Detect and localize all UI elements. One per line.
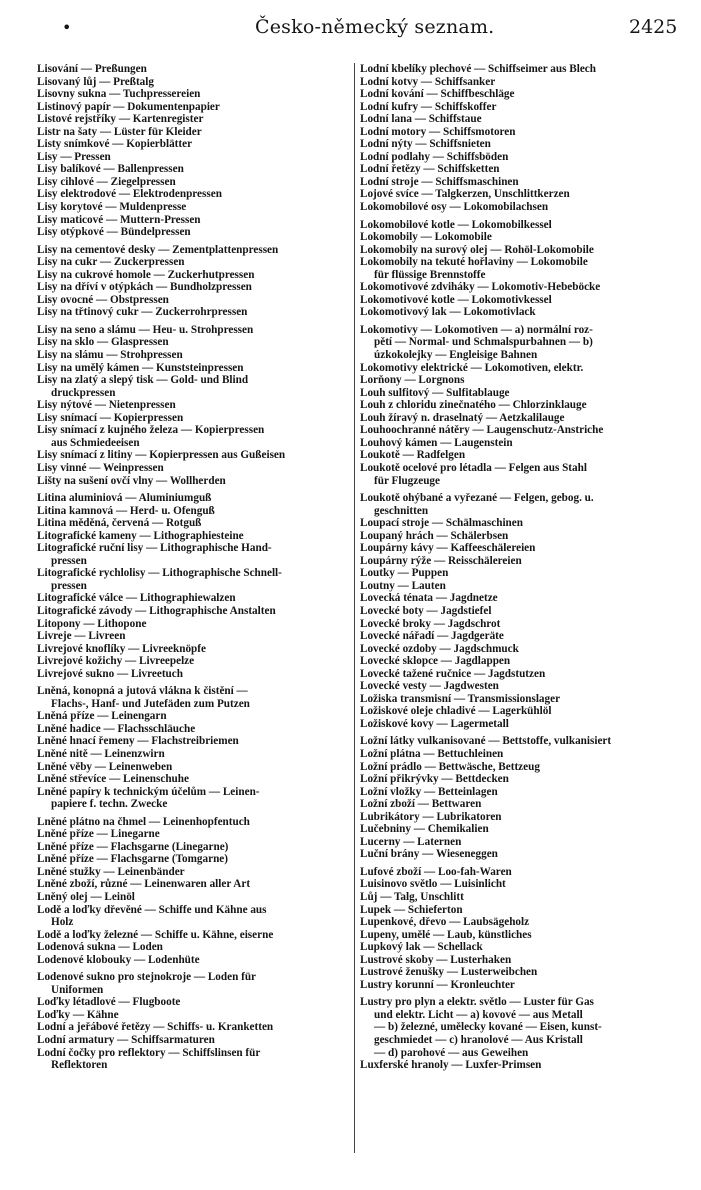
dictionary-entry: Lokomobily — Lokomobile xyxy=(360,231,492,244)
dictionary-entry: Lisy na cukr — Zuckerpressen xyxy=(37,256,185,269)
dictionary-entry: Lněné příze — Flachsgarne (Linegarne) xyxy=(37,840,229,853)
dictionary-entry: Lněná, konopná a jutová vlákna k čistění — xyxy=(37,685,248,698)
dictionary-entry: Lovecké tažené ručnice — Jagdstutzen xyxy=(360,667,546,680)
header-bullet: • xyxy=(62,18,72,37)
dictionary-entry: Lodenové klobouky — Lodenhüte xyxy=(37,953,200,966)
dictionary-entry: Lisy na sklo — Glaspressen xyxy=(37,336,169,349)
dictionary-entry: Lisování — Preßungen xyxy=(37,63,147,75)
dictionary-entry: Lisy korytové — Muldenpresse xyxy=(37,201,187,214)
dictionary-entry: Litina aluminiová — Aluminiumguß xyxy=(37,492,212,505)
dictionary-entry: Listové rejstříky — Kartenregister xyxy=(37,113,204,126)
dictionary-entry: Lněné hadice — Flachsschläuche xyxy=(37,722,196,735)
dictionary-entry: Litografické válce — Lithographiewalzen xyxy=(37,592,236,605)
dictionary-entry: Lokomotivy elektrické — Lokomotiven, elektr. xyxy=(360,361,584,374)
dictionary-entry: Ložní prádlo — Bettwäsche, Bettzeug xyxy=(360,760,540,773)
dictionary-entry: Lodní kufry — Schiffskoffer xyxy=(360,100,497,113)
dictionary-entry: Lodě a loďky železné — Schiffe u. Kähne, eiserne xyxy=(37,928,274,941)
dictionary-entry: Ložní přikrývky — Bettdecken xyxy=(360,773,509,786)
dictionary-entry: Lněná příze — Leinengarn xyxy=(37,710,167,723)
dictionary-entry: Ložiskové kovy — Lagermetall xyxy=(360,717,509,730)
dictionary-entry: Lufové zboží — Loo-fah-Waren xyxy=(360,865,512,878)
entry-continuation: Flachs-, Hanf- und Jutefäden zum Putzen xyxy=(51,697,250,710)
dictionary-entry: Lucerny — Laternen xyxy=(360,835,462,848)
dictionary-entry: Litina kamnová — Herd- u. Ofenguß xyxy=(37,504,215,517)
dictionary-entry: Lněné střevíce — Leinenschuhe xyxy=(37,773,189,786)
dictionary-entry: Lněné stužky — Leinenbänder xyxy=(37,865,185,878)
dictionary-entry: Lisy snímací z litiny — Kopierpressen aus Gußeisen xyxy=(37,449,286,462)
dictionary-entry: Lokomobily na tekuté hořlaviny — Lokomobile xyxy=(360,256,588,269)
dictionary-entry: Lisy na dříví v otýpkách — Bundholzpressen xyxy=(37,281,252,294)
dictionary-entry: Lovecké nářadí — Jagdgeräte xyxy=(360,630,504,643)
dictionary-entry: Lovecké boty — Jagdstiefel xyxy=(360,604,492,617)
dictionary-entry: Lupkový lak — Schellack xyxy=(360,941,483,954)
right-column xyxy=(360,63,670,1072)
dictionary-entry: Lisy na slámu — Strohpressen xyxy=(37,349,183,362)
dictionary-entry: Louhový kámen — Laugenstein xyxy=(360,436,513,449)
entry-continuation: Uniformen xyxy=(51,983,104,996)
dictionary-entry: Litografické rychlolisy — Lithographische Schnell- xyxy=(37,567,282,580)
dictionary-entry: Lorňony — Lorgnons xyxy=(360,374,465,387)
dictionary-entry: Lisy na cukrové homole — Zuckerhutpressen xyxy=(37,268,255,281)
dictionary-entry: Lubrikátory — Lubrikatoren xyxy=(360,810,502,823)
dictionary-entry: Livrejové kožichy — Livreepelze xyxy=(37,655,195,668)
dictionary-entry: Lisy nýtové — Nietenpressen xyxy=(37,399,176,412)
dictionary-entry: Lněné věby — Leinenweben xyxy=(37,760,173,773)
entry-continuation: Holz xyxy=(51,916,74,929)
dictionary-entry: Loupaný hrách — Schälerbsen xyxy=(360,529,509,542)
entry-continuation: pressen xyxy=(51,579,87,592)
dictionary-entry: Lovecké ozdoby — Jagdschmuck xyxy=(360,642,519,655)
dictionary-entry: Lokomobilové kotle — Lokomobilkessel xyxy=(360,218,552,231)
dictionary-entry: Lisy na umělý kámen — Kunststeinpressen xyxy=(37,361,244,374)
dictionary-entry: Loukotě ohýbané a vyřezané — Felgen, gebog. u. xyxy=(360,492,594,505)
dictionary-entry: Lustry korunní — Kronleuchter xyxy=(360,978,515,991)
dictionary-entry: Lokomotivy — Lokomotiven — a) normální roz- xyxy=(360,323,593,336)
dictionary-entry: Lodní čočky pro reflektory — Schiffslinsen für xyxy=(37,1046,261,1059)
dictionary-entry: Louhoochranné nátěry — Laugenschutz-Anstriche xyxy=(360,424,604,437)
dictionary-entry: Lokomotivové zdviháky — Lokomotiv-Hebeböcke xyxy=(360,281,601,294)
entry-continuation: pressen xyxy=(51,554,87,567)
dictionary-entry: Lokomotivový lak — Lokomotivlack xyxy=(360,306,536,319)
dictionary-entry: Louh žíravý n. draselnatý — Aetzkalilauge xyxy=(360,411,565,424)
dictionary-entry: Lněné papíry k technickým účelům — Leinen- xyxy=(37,785,260,798)
dictionary-entry: Lněné plátno na čhmel — Leinenhopfentuch xyxy=(37,815,250,828)
dictionary-entry: Livrejové sukno — Livreetuch xyxy=(37,667,183,680)
dictionary-entry: Lustrové ženušky — Lusterweibchen xyxy=(360,966,538,979)
dictionary-entry: Livreje — Livreen xyxy=(37,630,126,643)
dictionary-entry: Luxferské hranoly — Luxfer-Primsen xyxy=(360,1059,542,1072)
dictionary-entry: Lůj — Talg, Unschlitt xyxy=(360,891,464,903)
dictionary-entry: Lupek — Schieferton xyxy=(360,903,463,916)
dictionary-entry: Lisy maticové — Muttern-Pressen xyxy=(37,213,201,226)
page-title: Česko-německý seznam. xyxy=(255,16,495,38)
entry-continuation: — d) parohové — aus Geweihen xyxy=(374,1046,529,1059)
dictionary-entry: Listinový papír — Dokumentenpapier xyxy=(37,100,220,113)
dictionary-entry: Lisy vinné — Weinpressen xyxy=(37,461,164,474)
dictionary-entry: Lodě a loďky dřevěné — Schiffe und Kähne aus xyxy=(37,903,267,916)
dictionary-entry: Luční brány — Wieseneggen xyxy=(360,848,498,861)
dictionary-entry: Lodní motory — Schiffsmotoren xyxy=(360,125,516,138)
entry-continuation: papiere f. techn. Zwecke xyxy=(51,798,168,811)
dictionary-entry: Lupeny, umělé — Laub, künstliches xyxy=(360,928,532,941)
dictionary-entry: Lojové svíce — Talgkerzen, Unschlittkerzen xyxy=(360,188,570,201)
dictionary-entry: Lokomobilové osy — Lokomobilachsen xyxy=(360,201,549,214)
dictionary-entry: Louh sulfitový — Sulfitablauge xyxy=(360,386,510,399)
page-header xyxy=(0,16,701,42)
dictionary-entry: Lisy snímací — Kopierpressen xyxy=(37,411,184,424)
dictionary-entry: Lovecké vesty — Jagdwesten xyxy=(360,680,499,693)
entry-continuation: druckpressen xyxy=(51,386,116,399)
entry-continuation: pětí — Normal- und Schmalspurbahnen — b) xyxy=(374,336,593,349)
dictionary-entry: Lodní a jeřábové řetězy — Schiffs- u. Kranketten xyxy=(37,1021,274,1034)
dictionary-entry: Loupárny rýže — Reisschälereien xyxy=(360,554,522,567)
entry-continuation: geschmiedet — c) hranolové — Aus Kristall xyxy=(374,1034,583,1047)
dictionary-entry: Lodní řetězy — Schiffsketten xyxy=(360,163,500,176)
dictionary-entry: Lodní nýty — Schiffsnieten xyxy=(360,138,491,151)
entry-continuation: für Flugzeuge xyxy=(374,474,440,487)
dictionary-entry: Ložní vložky — Betteinlagen xyxy=(360,785,498,798)
dictionary-entry: Lisy elektrodové — Elektrodenpressen xyxy=(37,188,222,201)
entry-continuation: geschnitten xyxy=(374,504,429,517)
dictionary-entry: Lisy snímací z kujného železa — Kopierpressen xyxy=(37,424,265,437)
entry-continuation: aus Schmiedeeisen xyxy=(51,436,140,449)
dictionary-entry: Lodní stroje — Schiffsmaschinen xyxy=(360,175,519,188)
entry-continuation: Reflektoren xyxy=(51,1059,108,1072)
dictionary-entry: Loutny — Lauten xyxy=(360,579,446,592)
dictionary-entry: Lišty na sušení ovčí vlny — Wollherden xyxy=(37,474,226,487)
dictionary-entry: Litografické kameny — Lithographiesteine xyxy=(37,529,244,542)
dictionary-entry: Ložiska transmisní — Transmissionslager xyxy=(360,692,561,705)
dictionary-entry: Lovecká ténata — Jagdnetze xyxy=(360,592,498,605)
dictionary-entry: Lněné příze — Linegarne xyxy=(37,828,160,841)
dictionary-entry: Ložiskové oleje chladivé — Lagerkühlöl xyxy=(360,705,552,718)
dictionary-entry: Lněné příze — Flachsgarne (Tomgarne) xyxy=(37,853,228,866)
dictionary-entry: Listr na šaty — Lüster für Kleider xyxy=(37,125,202,138)
entry-continuation: für flüssige Brennstoffe xyxy=(374,268,486,281)
dictionary-entry: Ložní plátna — Bettuchleinen xyxy=(360,747,504,760)
dictionary-entry: Lodenová sukna — Loden xyxy=(37,941,163,954)
dictionary-entry: Loďky létadlové — Flugboote xyxy=(37,996,181,1009)
column-divider xyxy=(354,63,355,1153)
dictionary-entry: Ložní zboží — Bettwaren xyxy=(360,798,482,811)
dictionary-entry: Lodní podlahy — Schiffsböden xyxy=(360,150,509,163)
dictionary-entry: Lněné zboží, různé — Leinenwaren aller Art xyxy=(37,878,251,891)
dictionary-entry: Lisy na cementové desky — Zementplattenpressen xyxy=(37,243,279,256)
dictionary-entry: Lodní lana — Schiffstaue xyxy=(360,113,482,126)
dictionary-entry: Lisy ovocné — Obstpressen xyxy=(37,293,169,306)
dictionary-entry: Lisy — Pressen xyxy=(37,150,111,163)
dictionary-entry: Lodní kbelíky plechové — Schiffseimer aus Blech xyxy=(360,63,596,75)
dictionary-entry: Lisy na zlatý a slepý tisk — Gold- und Blind xyxy=(37,374,249,387)
dictionary-entry: Lodní kování — Schiffbeschläge xyxy=(360,88,515,101)
dictionary-entry: Lokomotivové kotle — Lokomotivkessel xyxy=(360,293,552,306)
dictionary-entry: Lisy na seno a slámu — Heu- u. Strohpressen xyxy=(37,323,254,336)
entry-continuation: úzkokolejky — Engleisige Bahnen xyxy=(374,349,538,362)
dictionary-entry: Loukotě ocelové pro létadla — Felgen aus Stahl xyxy=(360,461,587,474)
dictionary-entry: Luisinovo světlo — Luisinlicht xyxy=(360,878,506,891)
dictionary-entry: Lovecké broky — Jagdschrot xyxy=(360,617,501,630)
dictionary-entry: Lisovny sukna — Tuchpressereien xyxy=(37,88,201,101)
left-column xyxy=(37,63,349,1072)
dictionary-entry: Lněné nitě — Leinenzwirn xyxy=(37,747,165,760)
dictionary-entry: Lisovaný lůj — Preßtalg xyxy=(37,75,154,88)
dictionary-entry: Litopony — Lithopone xyxy=(37,617,147,630)
dictionary-entry: Lisy na třtinový cukr — Zuckerrohrpressen xyxy=(37,306,248,319)
dictionary-entry: Lněné hnací řemeny — Flachstreibriemen xyxy=(37,735,239,748)
dictionary-entry: Lokomobily na surový olej — Rohöl-Lokomobile xyxy=(360,243,594,256)
dictionary-entry: Litografické závody — Lithographische Anstalten xyxy=(37,604,276,617)
dictionary-entry: Lodenové sukno pro stejnokroje — Loden für xyxy=(37,971,257,984)
entry-continuation: — b) železné, umělecky kované — Eisen, kunst- xyxy=(374,1021,602,1034)
dictionary-entry: Loupárny kávy — Kaffeeschälereien xyxy=(360,542,536,555)
dictionary-entry: Litografické ruční lisy — Lithographische Hand- xyxy=(37,542,272,555)
dictionary-entry: Livrejové knoflíky — Livreeknöpfe xyxy=(37,642,206,655)
dictionary-entry: Loutky — Puppen xyxy=(360,567,449,580)
dictionary-entry: Lodní kotvy — Schiffsanker xyxy=(360,75,496,88)
dictionary-entry: Lněný olej — Leinöl xyxy=(37,891,135,903)
dictionary-entry: Loukotě — Radfelgen xyxy=(360,449,466,462)
dictionary-entry: Lustrové skoby — Lusterhaken xyxy=(360,953,512,966)
dictionary-entry: Lisy cihlové — Ziegelpressen xyxy=(37,175,176,188)
dictionary-entry: Lučebniny — Chemikalien xyxy=(360,823,489,836)
dictionary-entry: Lovecké sklopce — Jagdlappen xyxy=(360,655,511,668)
dictionary-entry: Loďky — Kähne xyxy=(37,1008,119,1021)
dictionary-entry: Lupenkové, dřevo — Laubsägeholz xyxy=(360,916,530,929)
dictionary-entry: Lustry pro plyn a elektr. světlo — Luster für Gas xyxy=(360,996,594,1009)
entry-continuation: und elektr. Licht — a) kovové — aus Metall xyxy=(374,1008,583,1021)
dictionary-entry: Lisy otýpkové — Bündelpressen xyxy=(37,226,191,239)
dictionary-entry: Louh z chloridu zinečnatého — Chlorzinklauge xyxy=(360,399,587,412)
dictionary-entry: Listy snímkové — Kopierblätter xyxy=(37,138,193,151)
dictionary-entry: Lisy balíkové — Ballenpressen xyxy=(37,163,184,176)
dictionary-entry: Loupací stroje — Schälmaschinen xyxy=(360,517,523,530)
dictionary-entry: Ložní látky vulkanisované — Bettstoffe, vulkanisiert xyxy=(360,735,612,748)
page-number: 2425 xyxy=(629,16,678,38)
dictionary-entry: Lodní armatury — Schiffsarmaturen xyxy=(37,1034,215,1047)
dictionary-entry: Litina měděná, červená — Rotguß xyxy=(37,517,202,530)
